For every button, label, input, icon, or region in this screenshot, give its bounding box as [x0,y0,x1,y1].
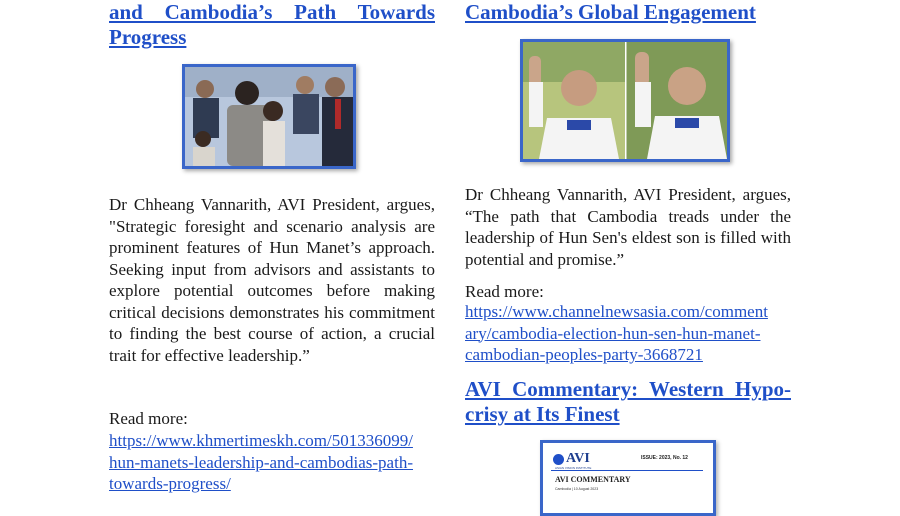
right-link-line-1[interactable]: https://www.channelnewsasia.com/comment [465,302,768,321]
avi-logo-text: AVI [566,451,590,466]
left-heading-line-1[interactable]: and Cambodia’s Path Towards [109,0,435,24]
cover-divider [551,470,703,471]
cover-date: Cambodia | 10 August 2023 [555,487,599,491]
left-read-more-link[interactable] [109,430,439,495]
left-link-line-1[interactable]: https://www.khmertimeskh.com/501336099/ [109,431,413,450]
left-heading-line-2[interactable]: Progress [109,25,187,49]
right-article-body: Dr Chheang Vannarith, AVI President, argues, “The path that Cambodia treads under the leadership of Hun Sen's eldest son is filled with potential and promise.” [465,185,791,269]
leaders-waving-photo [520,39,730,162]
left-link-line-2[interactable]: hun-manets-leadership-and-cambodias-path- [109,452,413,472]
left-article-heading[interactable] [109,0,435,50]
avi-logo-mark-icon [553,454,564,465]
left-article-body: Dr Chheang Vannarith, AVI President, argues, "Strategic foresight and scenario analysis are prominent features of Hun Manet’s approach. Seeking input from advisors and assistants to explore potential outcomes before making critical decisions demonstrates his commitment to finding the best course of action, a crucial trait for effective leadership.” [109,195,435,365]
right-link-line-3[interactable]: cambodian-peoples-party-3668721 [465,345,703,364]
avi-commentary-heading[interactable] [465,377,791,427]
right-link-line-2[interactable]: ary/cambodia-election-hun-sen-hun-manet- [465,323,761,343]
left-read-more-label: Read more: [109,409,188,428]
avi-logo-subtitle: ASIAN VISION INSTITUTE [555,466,592,470]
avi-heading-line-1[interactable]: AVI Commentary: Western Hypo- [465,377,791,401]
waving-illustration [523,42,727,159]
avi-logo [553,451,590,467]
crowd-illustration [185,67,353,166]
right-article-heading[interactable]: Cambodia’s Global Engagement [465,0,756,24]
leader-crowd-photo [182,64,356,169]
left-link-line-3[interactable]: towards-progress/ [109,474,231,493]
avi-heading-line-2[interactable]: crisy at Its Finest [465,402,620,426]
right-read-more-label: Read more: [465,282,544,301]
avi-commentary-cover [540,440,716,516]
right-read-more-link[interactable] [465,301,795,366]
cover-title: AVI COMMENTARY [555,475,631,484]
cover-issue-number: ISSUE: 2023, No. 12 [641,455,688,461]
